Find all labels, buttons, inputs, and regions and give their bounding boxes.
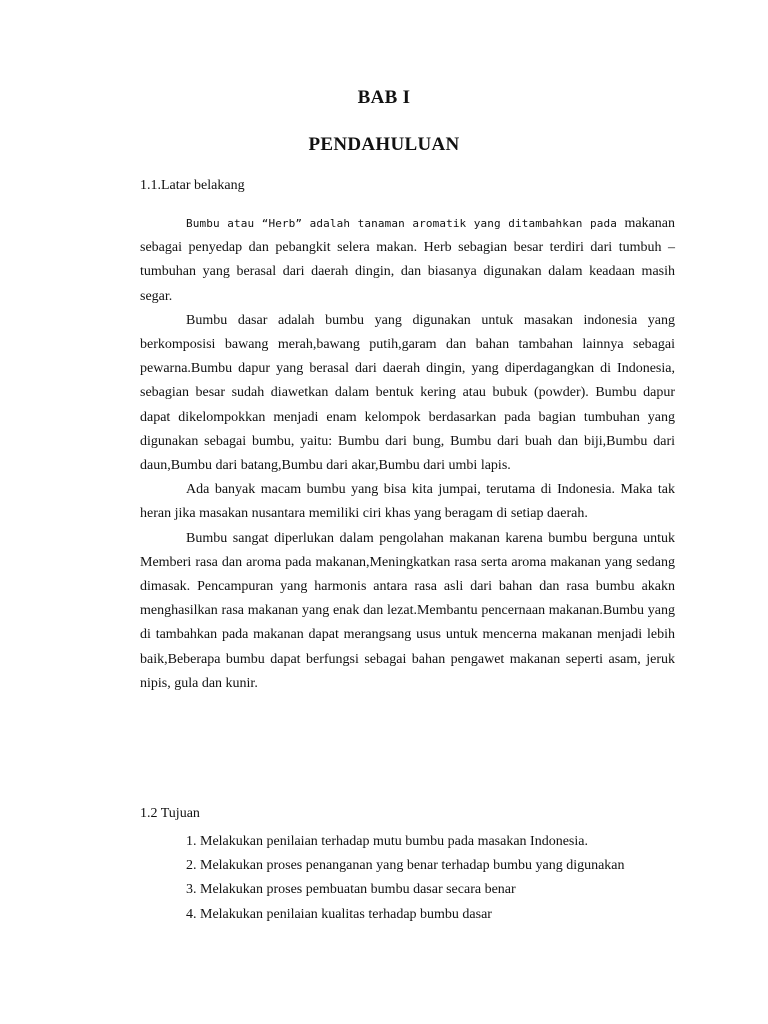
section-heading-tujuan: 1.2 Tujuan [140, 806, 200, 821]
paragraph-1-rest: makanan sebagai penyedap dan pebangkit selera makan. Herb sebagian besar terdiri dari tumbuh – tumbuhan yang berasal dari daerah dingin, dan biasanya digunakan dalam keadaan masih segar. [140, 216, 675, 304]
section-heading-latar-belakang: 1.1.Latar belakang [140, 178, 245, 193]
paragraph-2: Bumbu dasar adalah bumbu yang digunakan untuk masakan indonesia yang berkomposisi bawang merah,bawang putih,garam dan bahan tambahan lainnya sebagai pewarna.Bumbu dapur yang berasal dari daerah dingin, yang diperdagangkan di Indonesia, sebagian besar sudah diawetkan dalam bentuk kering atau bubuk (powder). Bumbu dapur dapat dikelompokkan menjadi enam kelompok berdasarkan pada bagian tumbuhan yang digunakan sebagai bumbu, yaitu: Bumbu dari bung, Bumbu dari buah dan biji,Bumbu dari daun,Bumbu dari batang,Bumbu dari akar,Bumbu dari umbi lapis. [140, 312, 675, 474]
paragraph-4: Bumbu sangat diperlukan dalam pengolahan makanan karena bumbu berguna untuk Memberi rasa dan aroma pada makanan,Meningkatkan rasa serta aroma makanan yang sedang dimasak. Pencampuran yang harmonis antara rasa asli dari bahan dan rasa bumbu akakn menghasilkan rasa makanan yang enak dan lezat.Membantu pencernaan makanan.Bumbu yang di tambahkan pada makanan dapat merangsang usus untuk mencerna makanan menjadi lebih baik,Beberapa bumbu dapat berfungsi sebagai bahan pengawet makanan seperti asam, jeruk nipis, gula dan kunir. [140, 530, 675, 691]
background-body [140, 212, 675, 696]
goal-item: 2. Melakukan proses penanganan yang benar terhadap bumbu yang digunakan [186, 858, 625, 874]
chapter-number: BAB I [357, 87, 411, 108]
paragraph-1-lead: Bumbu atau “Herb” adalah tanaman aromatik yang ditambahkan pada [186, 217, 617, 230]
paragraph-1 [140, 212, 675, 309]
goal-item: 3. Melakukan proses pembuatan bumbu dasar secara benar [186, 882, 516, 898]
goals-list [186, 830, 686, 927]
paragraph-3: Ada banyak macam bumbu yang bisa kita jumpai, terutama di Indonesia. Maka tak heran jika masakan nusantara memiliki ciri khas yang beragam di setiap daerah. [140, 482, 675, 522]
goal-item: 4. Melakukan penilaian kualitas terhadap bumbu dasar [186, 906, 492, 922]
chapter-title: PENDAHULUAN [308, 134, 460, 155]
goal-item: 1. Melakukan penilaian terhadap mutu bumbu pada masakan Indonesia. [186, 834, 588, 849]
